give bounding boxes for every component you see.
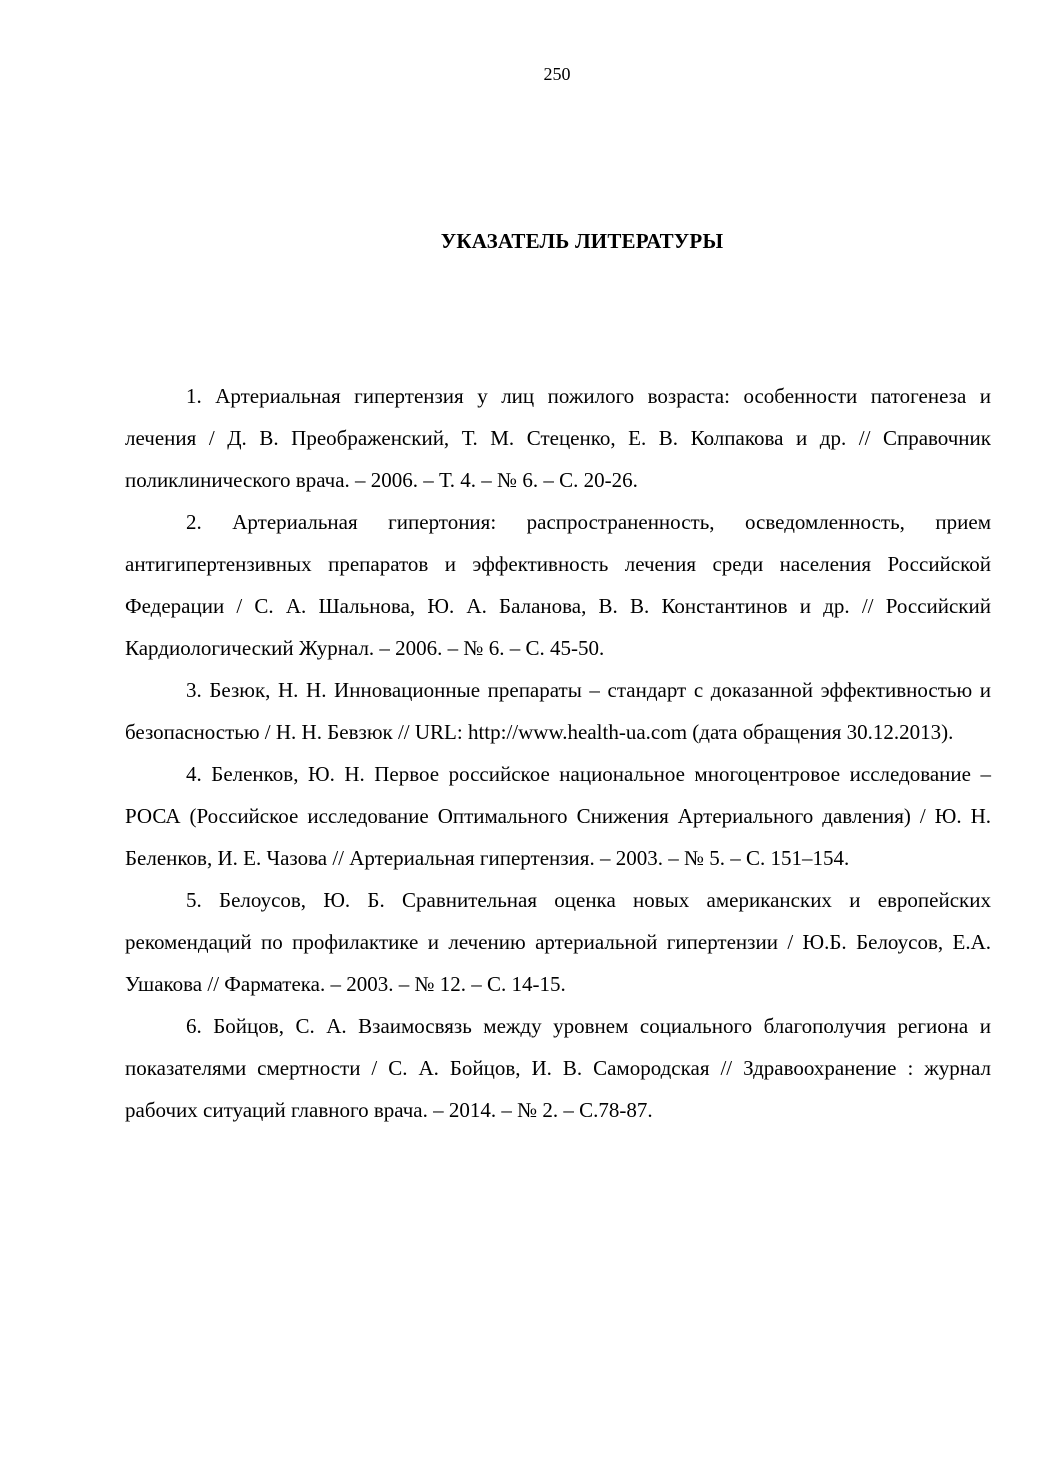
reference-item-2: 2. Артериальная гипертония: распространенность, осведомленность, прием антигипертензивных препаратов и эффективность лечения среди населения Российской Федерации / С. А. Шальнова, Ю. А. Баланова, В. В. Константинов и др. // Российский Кардиологический Журнал. – 2006. – № 6. – С. 45-50. bbox=[125, 510, 991, 660]
page-number: 250 bbox=[543, 64, 571, 84]
reference-item-3: 3. Безюк, Н. Н. Инновационные препараты – стандарт с доказанной эффективностью и безопасностью / Н. Н. Бевзюк // URL: http://www.health-ua.com (дата обращения 30.12.2013). bbox=[125, 678, 991, 744]
section-title: УКАЗАТЕЛЬ ЛИТЕРАТУРЫ bbox=[440, 229, 724, 253]
reference-item-5: 5. Белоусов, Ю. Б. Сравнительная оценка новых американских и европейских рекомендаций по профилактике и лечению артериальной гипертензии / Ю.Б. Белоусов, Е.А. Ушакова // Фарматека. – 2003. – № 12. – С. 14-15. bbox=[125, 888, 991, 996]
reference-item-1: 1. Артериальная гипертензия у лиц пожилого возраста: особенности патогенеза и лечения / Д. В. Преображенский, Т. М. Стеценко, Е. В. Колпакова и др. // Справочник поликлинического врача. – 2006. – Т. 4. – № 6. – С. 20-26. bbox=[125, 384, 991, 492]
reference-list bbox=[125, 375, 991, 1131]
reference-item-6: 6. Бойцов, С. А. Взаимосвязь между уровнем социального благополучия региона и показателями смертности / С. А. Бойцов, И. В. Самородская // Здравоохранение : журнал рабочих ситуаций главного врача. – 2014. – № 2. – С.78-87. bbox=[125, 1014, 991, 1122]
reference-item-4: 4. Беленков, Ю. Н. Первое российское национальное многоцентровое исследование – РОСА (Российское исследование Оптимального Снижения Артериального давления) / Ю. Н. Беленков, И. Е. Чазова // Артериальная гипертензия. – 2003. – № 5. – С. 151–154. bbox=[125, 762, 991, 870]
